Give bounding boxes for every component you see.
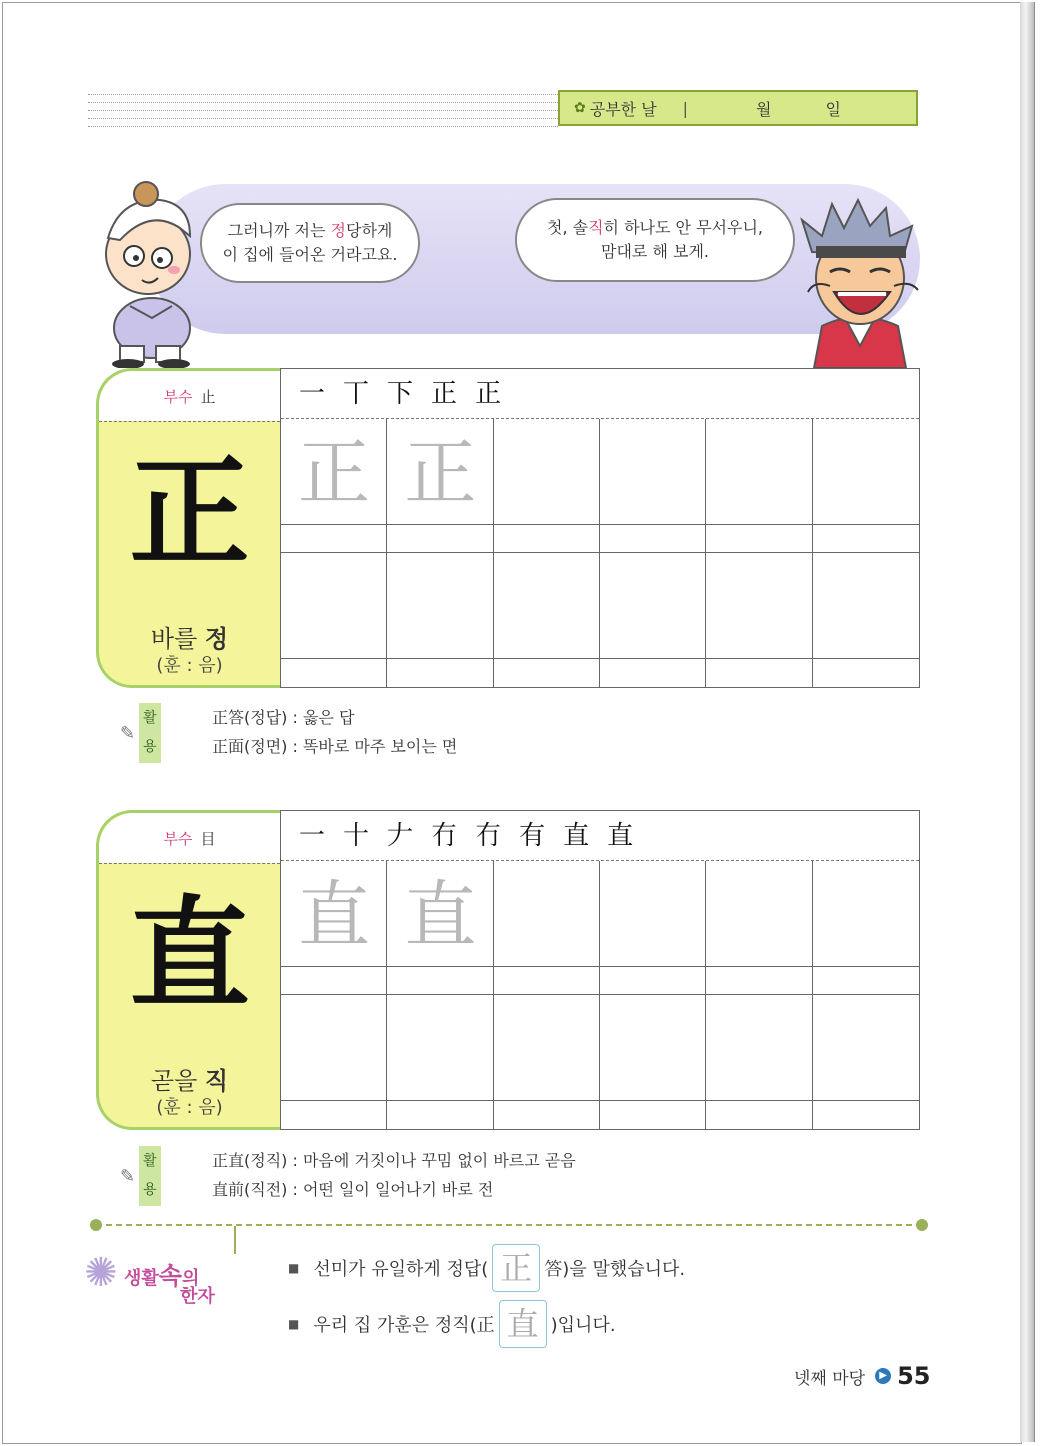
hun-eum-label: (훈 : 음) xyxy=(156,655,223,676)
practice-cell[interactable] xyxy=(494,967,600,995)
example-text: 우리 집 가훈은 정직(正 xyxy=(313,1315,495,1336)
left-speech-line1 xyxy=(202,219,418,243)
character-panel xyxy=(96,368,280,688)
boy-character-illustration xyxy=(90,178,214,368)
practice-cell[interactable] xyxy=(600,419,706,525)
sound: 직 xyxy=(204,1067,229,1095)
tracing-character: 正 xyxy=(404,431,477,515)
tracing-character: 直 xyxy=(404,873,477,957)
radical-header xyxy=(99,813,280,863)
practice-cell[interactable] xyxy=(706,553,812,659)
practice-cell[interactable] xyxy=(706,525,812,553)
usage-line: 正答(정답) : 옳은 답 xyxy=(212,708,355,727)
pencil-icon: ✎ xyxy=(120,722,136,744)
practice-cell[interactable] xyxy=(494,419,600,525)
practice-cell[interactable] xyxy=(706,967,812,995)
practice-cell[interactable] xyxy=(387,525,493,553)
swirl-decoration-icon: ✺ xyxy=(84,1250,118,1296)
right-speech-bubble xyxy=(515,198,795,282)
divider-dot xyxy=(90,1219,102,1231)
life-title-line2: 한자 xyxy=(180,1286,215,1307)
example-sentence-1 xyxy=(288,1244,685,1292)
practice-cell[interactable] xyxy=(600,861,706,967)
date-separator: | xyxy=(682,98,689,118)
practice-cell[interactable] xyxy=(281,967,387,995)
stroke-step: 直 xyxy=(563,821,596,851)
study-date-box xyxy=(558,90,918,126)
right-speech-text: 히 하나도 안 무서우니, xyxy=(603,218,763,237)
study-day-label-wrap xyxy=(574,97,657,120)
meaning-sound xyxy=(99,619,280,654)
header-rule xyxy=(88,126,558,127)
usage-tag xyxy=(120,1146,161,1206)
practice-cell[interactable] xyxy=(494,1101,600,1129)
left-speech-bubble xyxy=(200,203,420,283)
usage-line: 直前(직전) : 어떤 일이 일어나기 바로 전 xyxy=(212,1180,494,1199)
stroke-step: 正 xyxy=(431,379,464,409)
right-speech-text: 첫, 솔 xyxy=(546,218,589,237)
practice-cell[interactable] xyxy=(494,553,600,659)
practice-cell[interactable] xyxy=(387,967,493,995)
life-title-text: 생활 xyxy=(124,1268,159,1289)
flower-icon: ✿ xyxy=(574,100,586,116)
left-speech-text: 당하게 xyxy=(346,221,393,240)
usage-tag xyxy=(120,703,161,763)
man-character-illustration xyxy=(794,196,924,368)
stroke-step: 冇 xyxy=(475,821,508,851)
practice-cell[interactable] xyxy=(706,861,812,967)
header-rule xyxy=(88,110,558,111)
practice-cell[interactable] xyxy=(813,861,919,967)
right-speech-line1 xyxy=(517,216,793,240)
main-character: 直 xyxy=(129,884,250,1025)
usage-label: 활용 xyxy=(139,1146,161,1206)
answer-box[interactable]: 正 xyxy=(492,1244,540,1292)
practice-cell[interactable] xyxy=(600,1101,706,1129)
stroke-step: 冇 xyxy=(431,821,464,851)
usage-line: 正直(정직) : 마음에 거짓이나 꾸밈 없이 바르고 곧음 xyxy=(212,1151,576,1170)
section-divider xyxy=(96,1224,922,1226)
usage-lines xyxy=(212,1146,576,1204)
example-text: 선미가 유일하게 정답( xyxy=(313,1259,489,1280)
practice-cell[interactable] xyxy=(706,659,812,687)
practice-cell[interactable] xyxy=(281,525,387,553)
header-rule xyxy=(88,102,558,103)
practice-cell[interactable] xyxy=(813,995,919,1101)
study-day-label: 공부한 날 xyxy=(589,99,657,119)
practice-cell[interactable] xyxy=(813,525,919,553)
practice-grid xyxy=(281,419,919,687)
radical-divider xyxy=(99,863,280,864)
left-speech-line2: 이 집에 들어온 거라고요. xyxy=(222,245,398,264)
practice-cell[interactable] xyxy=(600,553,706,659)
practice-cell[interactable] xyxy=(600,995,706,1101)
practice-grid xyxy=(281,861,919,1129)
hun-eum-label: (훈 : 음) xyxy=(156,1097,223,1118)
practice-cell[interactable] xyxy=(494,525,600,553)
practice-cell[interactable] xyxy=(281,995,387,1101)
example-sentence-2 xyxy=(288,1300,616,1348)
practice-cell[interactable] xyxy=(600,967,706,995)
stroke-step: 十 xyxy=(343,821,376,851)
meaning: 바를 xyxy=(150,625,198,653)
page-number: 55 xyxy=(897,1362,931,1390)
pencil-icon: ✎ xyxy=(120,1165,136,1187)
left-speech-highlight: 정 xyxy=(330,221,346,240)
meaning: 곧을 xyxy=(150,1067,198,1095)
page-footer xyxy=(794,1362,931,1390)
practice-cell[interactable] xyxy=(494,861,600,967)
radical-label: 부수 xyxy=(163,387,193,406)
stroke-order xyxy=(281,811,919,861)
meaning-sound xyxy=(99,1061,280,1096)
practice-cell[interactable] xyxy=(387,553,493,659)
stroke-step: 𠂇 xyxy=(387,821,420,851)
practice-cell[interactable] xyxy=(813,1101,919,1129)
practice-cell[interactable] xyxy=(813,967,919,995)
practice-cell[interactable] xyxy=(387,1101,493,1129)
sound: 정 xyxy=(204,625,229,653)
usage-line: 正面(정면) : 똑바로 마주 보이는 면 xyxy=(212,737,458,756)
radical-divider xyxy=(99,421,280,422)
divider-dot xyxy=(916,1219,928,1231)
practice-cell[interactable] xyxy=(706,1101,812,1129)
practice-cell[interactable] xyxy=(281,553,387,659)
practice-cell[interactable] xyxy=(706,995,812,1101)
tracing-character: 直 xyxy=(297,873,370,957)
character-panel xyxy=(96,810,280,1130)
header-rule xyxy=(88,94,558,95)
practice-cell[interactable] xyxy=(706,419,812,525)
header-rule xyxy=(88,118,558,119)
stroke-step: 丅 xyxy=(343,379,376,409)
stroke-step: 直 xyxy=(607,821,640,851)
example-text: )입니다. xyxy=(550,1315,616,1336)
practice-cell[interactable] xyxy=(281,1101,387,1129)
practice-cell[interactable] xyxy=(387,659,493,687)
practice-cell[interactable] xyxy=(281,659,387,687)
practice-cell[interactable] xyxy=(813,553,919,659)
practice-cell[interactable] xyxy=(600,525,706,553)
radical-header xyxy=(99,371,280,421)
example-text: 答)을 말했습니다. xyxy=(544,1259,686,1280)
practice-cell[interactable] xyxy=(813,659,919,687)
tracing-character: 正 xyxy=(297,431,370,515)
practice-cell[interactable] xyxy=(387,995,493,1101)
practice-grid-panel xyxy=(280,810,920,1130)
left-speech-text: 그러니까 저는 xyxy=(227,221,331,240)
radical-char: 目 xyxy=(200,829,216,848)
stroke-step: 下 xyxy=(387,379,420,409)
stroke-order xyxy=(281,369,919,419)
life-title-text: 의 xyxy=(181,1268,200,1289)
usage-label: 활용 xyxy=(139,703,161,763)
stroke-step: 正 xyxy=(475,379,508,409)
life-title-emphasis: 속 xyxy=(158,1262,182,1290)
answer-box[interactable]: 直 xyxy=(499,1300,547,1348)
stroke-step: 一 xyxy=(299,821,332,851)
main-character: 正 xyxy=(129,442,250,583)
usage-lines xyxy=(212,703,457,761)
day-label: 일 xyxy=(825,99,841,119)
right-speech-highlight: 직 xyxy=(588,218,604,237)
practice-cell[interactable] xyxy=(494,659,600,687)
month-label: 월 xyxy=(756,99,772,119)
right-speech-line2: 맘대로 해 보게. xyxy=(601,242,709,261)
hanja-card-2 xyxy=(96,810,922,1130)
radical-char: 止 xyxy=(200,387,216,406)
stroke-step: 有 xyxy=(519,821,552,851)
radical-label: 부수 xyxy=(163,829,193,848)
arrow-right-icon: ▶ xyxy=(875,1368,891,1384)
practice-cell[interactable] xyxy=(813,419,919,525)
practice-cell[interactable] xyxy=(494,995,600,1101)
section-name: 넷째 마당 xyxy=(794,1368,866,1389)
bullet-square-icon: ■ xyxy=(288,1261,300,1275)
page-spine xyxy=(1020,2,1035,1442)
divider-stem xyxy=(234,1226,236,1254)
hanja-card-1 xyxy=(96,368,922,688)
practice-grid-panel xyxy=(280,368,920,688)
bullet-square-icon: ■ xyxy=(288,1317,300,1331)
stroke-step: 一 xyxy=(299,379,332,409)
practice-cell[interactable] xyxy=(600,659,706,687)
